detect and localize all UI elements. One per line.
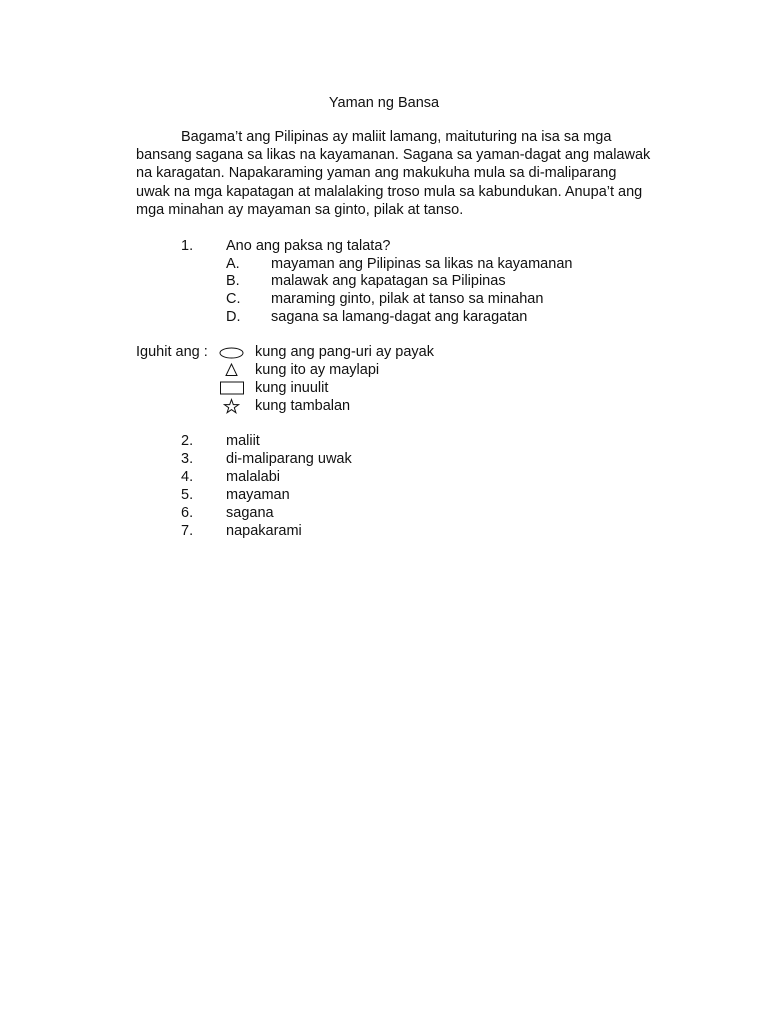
- star-icon: [219, 397, 247, 415]
- legend-row-star: [0, 397, 768, 415]
- list-item: [0, 432, 768, 450]
- legend-text: kung inuulit: [255, 380, 329, 396]
- question-number: 1.: [181, 238, 194, 254]
- list-item: [0, 486, 768, 504]
- paragraph-line: na karagatan. Napakaraming yaman ang makukuha mula sa di-maliparang: [136, 165, 617, 182]
- list-item: [0, 450, 768, 468]
- item-number: 6.: [181, 505, 194, 521]
- legend-text: kung ito ay maylapi: [255, 362, 380, 378]
- item-number: 4.: [181, 469, 194, 485]
- item-text: maliit: [226, 433, 260, 449]
- choice-text: sagana sa lamang-dagat ang karagatan: [271, 309, 528, 325]
- list-item: [0, 504, 768, 522]
- choice-letter: C.: [226, 291, 241, 307]
- reading-paragraph: [136, 128, 676, 219]
- item-text: napakarami: [226, 523, 302, 539]
- legend-row-rectangle: [0, 379, 768, 397]
- legend-text: kung ang pang-uri ay payak: [255, 344, 434, 360]
- legend-row-oval: [0, 343, 768, 361]
- item-text: malalabi: [226, 469, 280, 485]
- item-text: sagana: [226, 505, 274, 521]
- paragraph-line: uwak na mga kapatagan at malalaking troso mula sa kabundukan. Anupa’t ang: [136, 183, 643, 200]
- item-number: 5.: [181, 487, 194, 503]
- choice-text: maraming ginto, pilak at tanso sa minahan: [271, 291, 544, 307]
- paragraph-line: mga minahan ay mayaman sa ginto, pilak at tanso.: [136, 201, 464, 218]
- legend-text: kung tambalan: [255, 398, 351, 414]
- item-number: 2.: [181, 433, 194, 449]
- item-text: mayaman: [226, 487, 290, 503]
- paragraph-line: Bagama’t ang Pilipinas ay maliit lamang, maituturing na isa sa mga: [181, 129, 612, 145]
- document-title: Yaman ng Bansa: [328, 95, 440, 111]
- legend-row-triangle: [0, 361, 768, 379]
- choice-letter: D.: [226, 309, 241, 325]
- item-number: 3.: [181, 451, 194, 467]
- choice-c: [0, 290, 768, 308]
- triangle-icon: [219, 361, 247, 379]
- list-item: [0, 522, 768, 540]
- oval-icon: [219, 343, 247, 361]
- list-item: [0, 468, 768, 486]
- item-text: di-maliparang uwak: [226, 451, 352, 467]
- rectangle-icon: [219, 379, 247, 397]
- paragraph-line: bansang sagana sa likas na kayamanan. Sagana sa yaman-dagat ang malawak: [136, 147, 651, 164]
- choice-text: mayaman ang Pilipinas sa likas na kayamanan: [271, 256, 573, 272]
- item-number: 7.: [181, 523, 194, 539]
- choice-text: malawak ang kapatagan sa Pilipinas: [271, 273, 506, 289]
- choice-letter: A.: [226, 256, 240, 272]
- legend-label: Iguhit ang :: [136, 344, 208, 360]
- question-text: Ano ang paksa ng talata?: [226, 238, 391, 254]
- choice-letter: B.: [226, 273, 240, 289]
- choice-d: [0, 308, 768, 326]
- choice-b: [0, 272, 768, 290]
- choice-a: [0, 255, 768, 273]
